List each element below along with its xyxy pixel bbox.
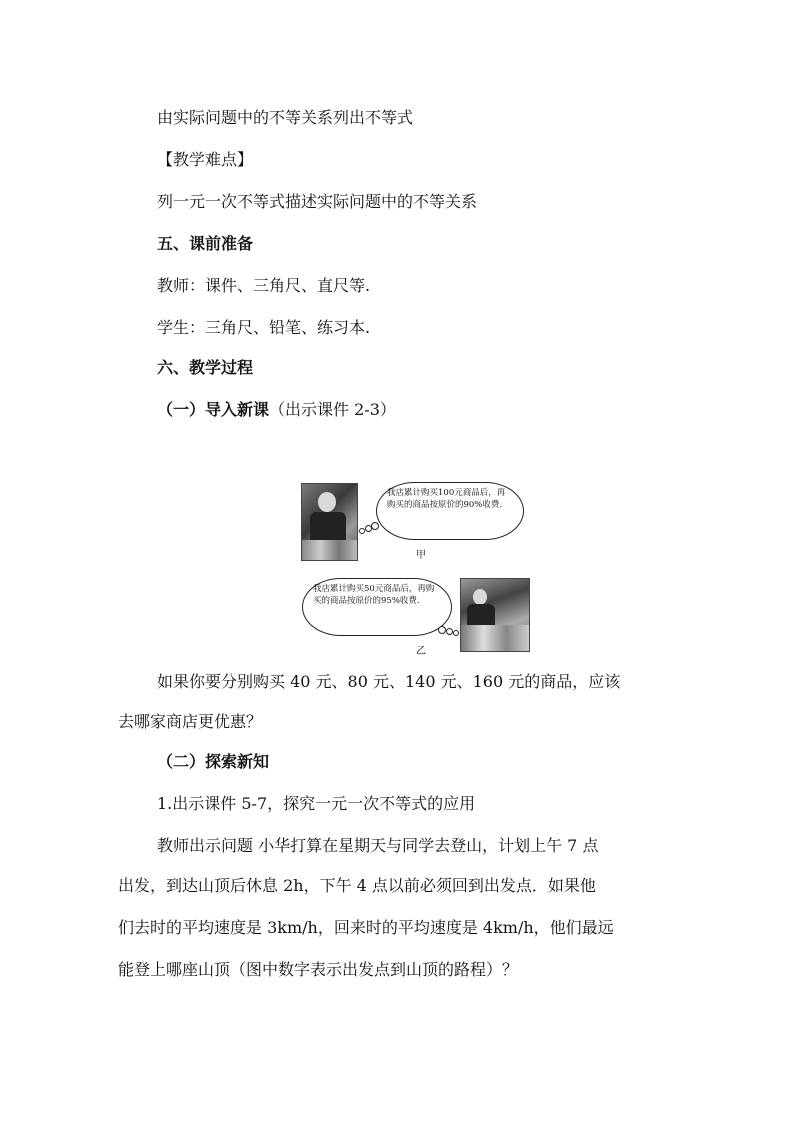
problem-line-1: 教师出示问题 小华打算在星期天与同学去登山，计划上午 7 点 [157, 836, 599, 855]
thought-dot-b1 [438, 626, 446, 634]
store-a-label: 甲 [416, 550, 426, 561]
subsection-1-note: （出示课件 2-3） [269, 400, 396, 419]
thought-dot-b2 [446, 628, 453, 635]
store-b-photo [460, 578, 530, 652]
store-b-label: 乙 [416, 646, 426, 657]
problem-line-2: 出发，到达山顶后休息 2h，下午 4 点以前必须回到出发点．如果他 [118, 876, 596, 895]
thought-dot-a3 [371, 522, 379, 530]
problem-line-4: 能登上哪座山顶（图中数字表示出发点到山顶的路程）？ [118, 960, 519, 979]
difficulty-heading: 【教学难点】 [157, 150, 254, 169]
store-a-bubble: 我店累计购买100元商品后，再购买的商品按原价的90%收费. [376, 482, 524, 540]
store-b-bubble: 我店累计购买50元商品后，再购买的商品按原价的95%收费. [302, 578, 452, 636]
section-6-heading: 六、教学过程 [157, 358, 254, 377]
section-5-heading: 五、课前准备 [157, 234, 254, 253]
question-line-2: 去哪家商店更优惠？ [118, 712, 263, 731]
objective-line: 由实际问题中的不等关系列出不等式 [157, 108, 414, 127]
question-line-1: 如果你要分别购买 40 元、80 元、140 元、160 元的商品，应该 [157, 672, 621, 691]
store-figure [298, 480, 530, 655]
teacher-prep: 教师：课件、三角尺、直尺等. [157, 276, 371, 295]
store-a-photo [301, 483, 358, 561]
problem-line-3: 们去时的平均速度是 3km/h，回来时的平均速度是 4km/h，他们最远 [118, 918, 614, 937]
difficulty-text: 列一元一次不等式描述实际问题中的不等关系 [157, 192, 478, 211]
subsection-2-heading: （二）探索新知 [157, 752, 270, 771]
student-prep: 学生：三角尺、铅笔、练习本. [157, 318, 371, 337]
subsection-1-heading [157, 400, 396, 420]
step-1: 1.出示课件 5-7，探究一元一次不等式的应用 [157, 794, 476, 813]
thought-dot-b3 [453, 630, 459, 636]
subsection-1-title: （一）导入新课 [157, 400, 270, 419]
